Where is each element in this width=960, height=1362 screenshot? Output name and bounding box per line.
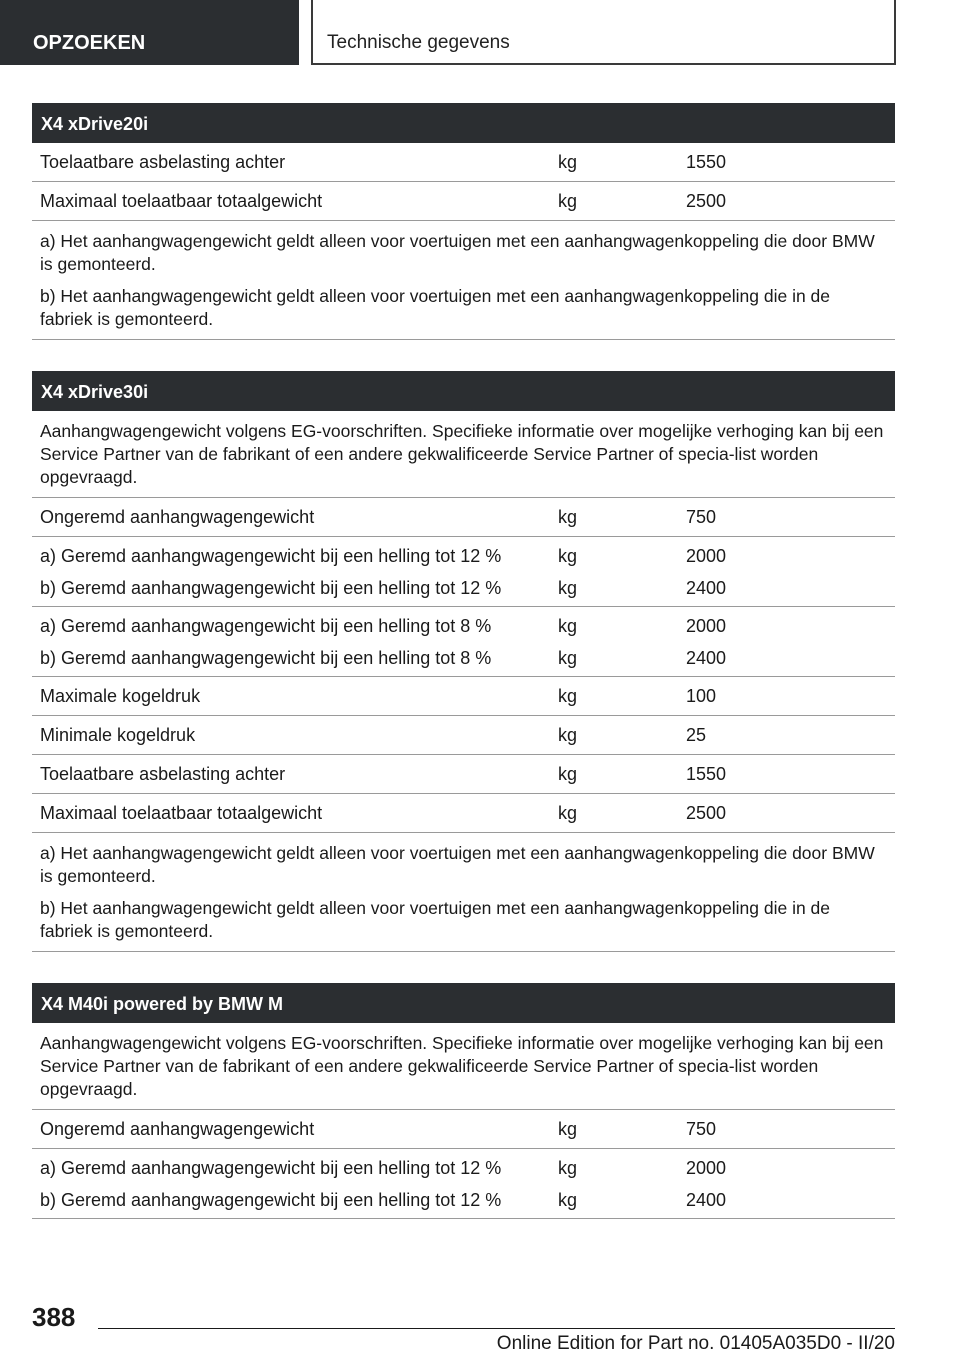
- footer-divider: [98, 1328, 895, 1329]
- row-unit: kg: [558, 764, 578, 784]
- row-unit: kg: [558, 191, 578, 211]
- table-row: [32, 143, 895, 182]
- row-unit: kg: [558, 152, 578, 172]
- table-row: [32, 794, 895, 833]
- row-label: Toelaatbare asbelasting achter: [40, 152, 286, 172]
- row-unit: kg: [558, 578, 578, 598]
- block-title: X4 xDrive30i: [32, 371, 895, 411]
- footnote-b: b) Het aanhangwagengewicht geldt alleen voor voertuigen met een aanhangwagenkoppeling die in de fabriek is gemonteerd.: [40, 898, 831, 941]
- row-value: 2400: [686, 1190, 727, 1210]
- row-value: 1550: [686, 152, 727, 172]
- page-number: 388: [32, 1302, 76, 1332]
- footnote-a: a) Het aanhangwagengewicht geldt alleen voor voertuigen met een aanhangwagenkoppeling die door BMW is gemonteerd.: [40, 231, 875, 274]
- row-unit: kg: [558, 1190, 578, 1210]
- edition-text: Online Edition for Part no. 01405A035D0 - II/20: [496, 1333, 895, 1354]
- footnote-a: a) Het aanhangwagengewicht geldt alleen voor voertuigen met een aanhangwagenkoppeling die door BMW is gemonteerd.: [40, 843, 875, 886]
- row-value: 2400: [686, 648, 727, 668]
- row-label: Minimale kogeldruk: [40, 725, 196, 745]
- row-label: Ongeremd aanhangwagengewicht: [40, 507, 315, 527]
- table-row: [32, 537, 895, 607]
- row-unit: kg: [558, 803, 578, 823]
- spec-block-m40i: [32, 983, 895, 1219]
- row-unit: kg: [558, 546, 578, 566]
- row-label: b) Geremd aanhangwagengewicht bij een helling tot 12 %: [40, 578, 502, 598]
- footnotes: [32, 221, 895, 340]
- table-row: [32, 755, 895, 794]
- row-line: [40, 647, 895, 669]
- row-value: 750: [686, 507, 717, 527]
- tab-opzoeken[interactable]: OPZOEKEN: [0, 0, 299, 65]
- spec-block-xdrive30i: [32, 371, 895, 952]
- intro-text: Aanhangwagengewicht volgens EG-voorschriften. Specifieke informatie over mogelijke verhoging kan bij een Service Partner van de fabrikant of een andere gekwalificeerde Service Partner of specia-list worden opgevraagd.: [32, 411, 895, 498]
- intro-text: Aanhangwagengewicht volgens EG-voorschriften. Specifieke informatie over mogelijke verhoging kan bij een Service Partner van de fabrikant of een andere gekwalificeerde Service Partner of specia-list worden opgevraagd.: [32, 1023, 895, 1110]
- row-line: [40, 1157, 895, 1179]
- table-row: [32, 1149, 895, 1219]
- row-value: 2400: [686, 578, 727, 598]
- row-unit: kg: [558, 686, 578, 706]
- row-label: b) Geremd aanhangwagengewicht bij een helling tot 8 %: [40, 648, 492, 668]
- footnote-b: b) Het aanhangwagengewicht geldt alleen voor voertuigen met een aanhangwagenkoppeling die in de fabriek is gemonteerd.: [40, 286, 831, 329]
- row-label: Ongeremd aanhangwagengewicht: [40, 1119, 315, 1139]
- table-row: [32, 677, 895, 716]
- row-value: 2000: [686, 616, 727, 636]
- row-line: [40, 577, 895, 599]
- row-value: 750: [686, 1119, 717, 1139]
- row-label: Maximale kogeldruk: [40, 686, 201, 706]
- content: [32, 103, 895, 1250]
- row-unit: kg: [558, 507, 578, 527]
- row-line: [40, 615, 895, 637]
- row-label: Toelaatbare asbelasting achter: [40, 764, 286, 784]
- row-line: [40, 1189, 895, 1211]
- block-title: X4 M40i powered by BMW M: [32, 983, 895, 1023]
- block-title: X4 xDrive20i: [32, 103, 895, 143]
- row-value: 2000: [686, 1158, 727, 1178]
- row-value: 2500: [686, 803, 727, 823]
- row-label: b) Geremd aanhangwagengewicht bij een helling tot 12 %: [40, 1190, 502, 1210]
- section-title: Technische gegevens: [311, 0, 896, 65]
- row-label: a) Geremd aanhangwagengewicht bij een helling tot 8 %: [40, 616, 492, 636]
- row-label: a) Geremd aanhangwagengewicht bij een helling tot 12 %: [40, 546, 502, 566]
- row-unit: kg: [558, 725, 578, 745]
- table-row: [32, 716, 895, 755]
- row-value: 2500: [686, 191, 727, 211]
- top-bar: [0, 0, 960, 66]
- table-row: [32, 607, 895, 677]
- spec-block-xdrive20i: [32, 103, 895, 340]
- row-value: 2000: [686, 546, 727, 566]
- footnotes: [32, 833, 895, 952]
- row-label: Maximaal toelaatbaar totaalgewicht: [40, 803, 323, 823]
- row-value: 100: [686, 686, 717, 706]
- table-row: [32, 182, 895, 221]
- row-line: [40, 545, 895, 567]
- table-row: [32, 498, 895, 537]
- row-unit: kg: [558, 616, 578, 636]
- row-unit: kg: [558, 1158, 578, 1178]
- row-unit: kg: [558, 648, 578, 668]
- row-unit: kg: [558, 1119, 578, 1139]
- row-label: a) Geremd aanhangwagengewicht bij een helling tot 12 %: [40, 1158, 502, 1178]
- row-label: Maximaal toelaatbaar totaalgewicht: [40, 191, 323, 211]
- row-value: 25: [686, 725, 707, 745]
- table-row: [32, 1110, 895, 1149]
- row-value: 1550: [686, 764, 727, 784]
